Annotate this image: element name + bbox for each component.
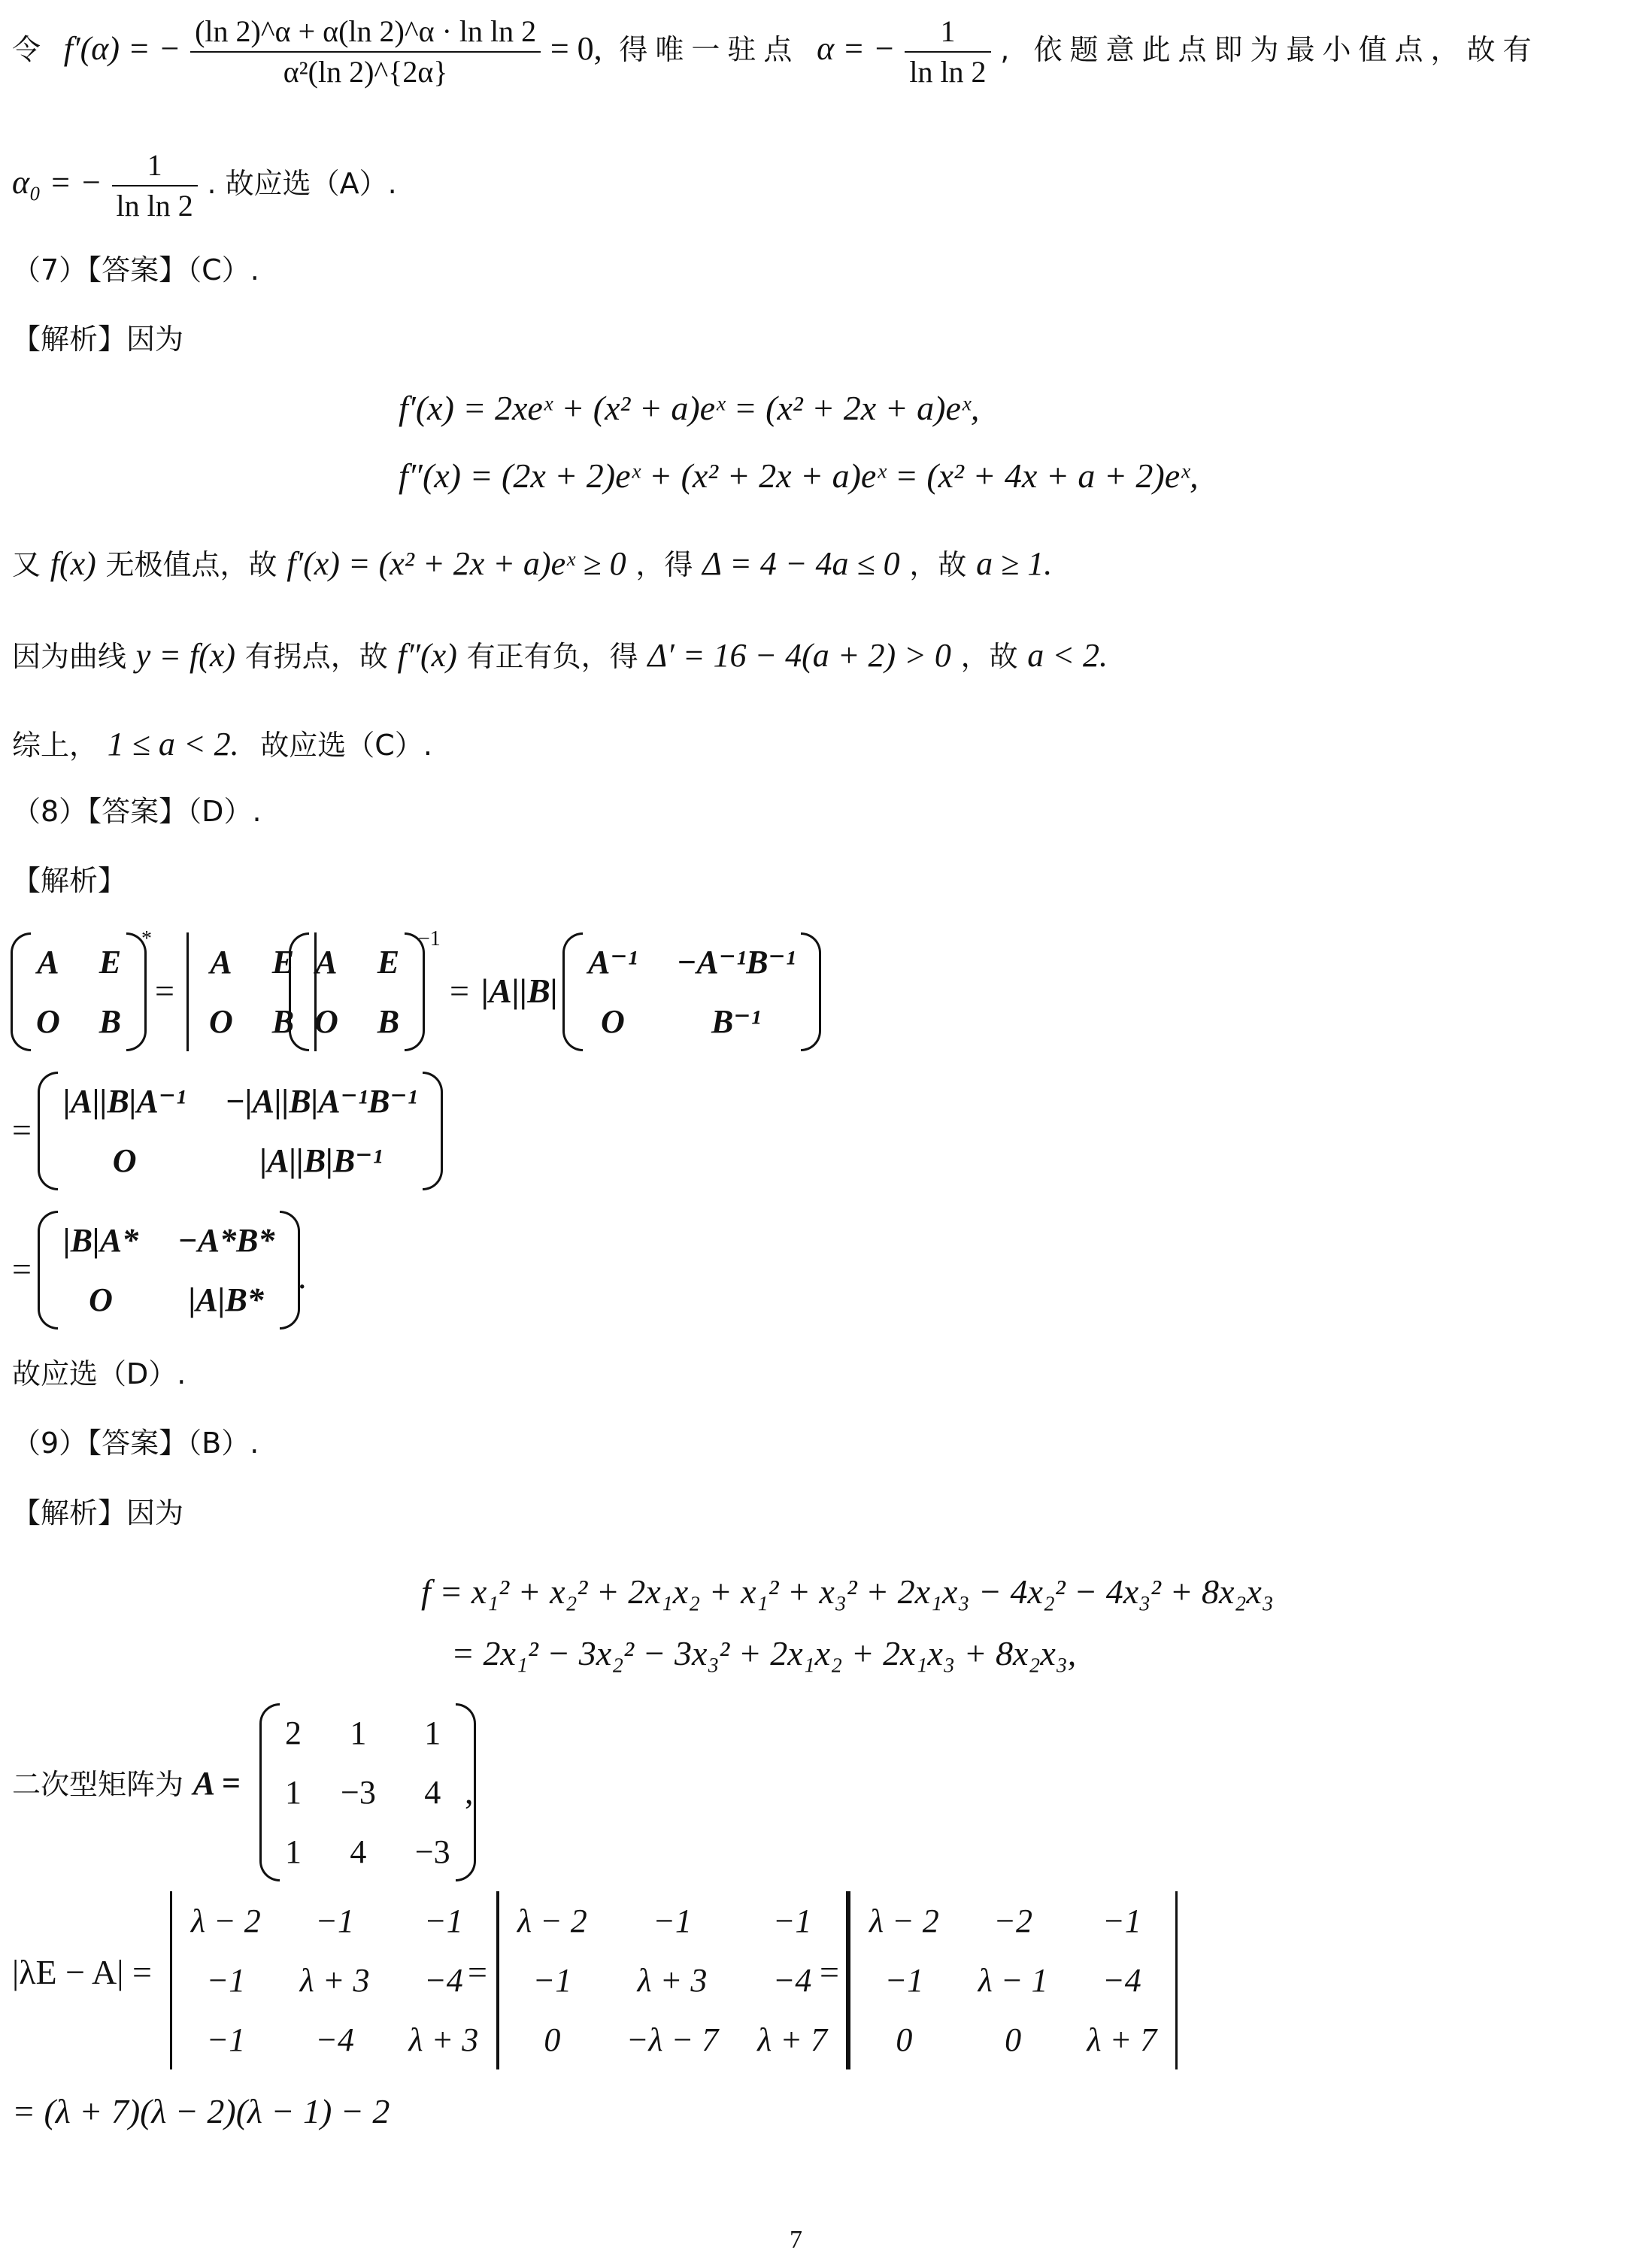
q8-analysis: 【解析】 xyxy=(12,864,127,897)
text-choose-a: . 故应选（A）. xyxy=(207,167,397,200)
q9-final: = (λ + 7)(λ − 2)(λ − 1) − 2 xyxy=(12,2092,390,2130)
q8-detAB: |A||B| xyxy=(481,972,558,1010)
q7-analysis: 【解析】因为 xyxy=(12,323,184,356)
q9-matrix-line: 二次型矩阵为 A = xyxy=(12,1765,241,1802)
math-alpha0: α₀ = − xyxy=(12,164,102,201)
q9-det-label: |λE − A| = xyxy=(12,1953,152,1991)
q8-matrix-inverse: A E O B xyxy=(289,932,425,1051)
q8-det-AEOB: A E O B xyxy=(183,932,320,1051)
q7-summary: 综上， 1 ≤ a < 2. 故应选（C）. xyxy=(12,726,432,763)
q8-m4-tail: . xyxy=(298,1257,307,1296)
q8-inv-sup: −1 xyxy=(418,927,441,951)
text-unique-point: 得唯一驻点 xyxy=(619,33,800,66)
q7-eq1: f′(x) = 2xeˣ + (x² + a)eˣ = (x² + 2x + a)eˣ, xyxy=(399,389,980,427)
line-derivative-alpha xyxy=(12,14,1539,89)
q9-det1: λ − 2 −1 −1 −1 λ + 3 −4 −1 −4 λ + 3 xyxy=(167,1891,502,2069)
math-fprime-alpha: f′(α) = − xyxy=(63,30,181,67)
fraction-numerator: (ln 2)^α + α(ln 2)^α · ln ln 2 xyxy=(190,17,541,53)
q9-analysis: 【解析】因为 xyxy=(12,1496,184,1530)
math-alpha-eq: α = − xyxy=(817,30,896,67)
line-alpha0 xyxy=(12,150,397,221)
q8-star: * xyxy=(141,927,152,951)
q9-matrix-A: 2 1 1 1 −3 4 1 4 −3 xyxy=(259,1703,476,1881)
q8-eq2: = xyxy=(450,972,469,1010)
fraction-alpha: $\frac{1}{\text{ln ln 2}}$ xyxy=(905,17,990,87)
q8-conclusion: 故应选（D）. xyxy=(12,1357,186,1390)
fraction-denominator: α²(ln 2)^{2α} xyxy=(283,55,448,89)
q8-eq1: = xyxy=(155,972,174,1010)
text-min-point: , 依题意此点即为最小值点，故有 xyxy=(1000,33,1539,66)
q8-matrix-AEOB: A E O B xyxy=(11,932,147,1051)
q9-eq2: = 2x₁² − 3x₂² − 3x₃² + 2x₁x₂ + 2x₁x₃ + 8x₂x₃, xyxy=(451,1634,1077,1672)
q9-answer: （9）【答案】（B）. xyxy=(12,1427,259,1460)
fraction-derivative xyxy=(190,14,541,89)
q7-eq2: f″(x) = (2x + 2)eˣ + (x² + 2x + a)eˣ = (x² + 4x + a + 2)eˣ, xyxy=(399,456,1199,495)
q8-matrix-m4: |B|A* −A*B* O |A|B* xyxy=(38,1211,300,1330)
page-number: 7 xyxy=(790,2226,802,2254)
q8-matrix-m3: |A||B|A⁻¹ −|A||B|A⁻¹B⁻¹ O |A||B|B⁻¹ xyxy=(38,1072,443,1190)
fraction-alpha0: $\frac{1}{\text{ln ln 2}}$ xyxy=(112,150,198,221)
q7-line-a: 又 f(x) 无极值点，故 f′(x) = (x² + 2x + a)eˣ ≥ 0 ，得 Δ = 4 − 4a ≤ 0 ，故 a ≥ 1. xyxy=(12,545,1053,582)
q9-matA-tail: , xyxy=(465,1772,474,1811)
q7-answer: （7）【答案】（C）. xyxy=(12,253,259,287)
q9-det2: λ − 2 −1 −1 −1 λ + 3 −4 0 −λ − 7 λ + 7 xyxy=(493,1891,851,2069)
q9-det-eq1: = xyxy=(468,1953,487,1991)
q9-det3: λ − 2 −2 −1 −1 λ − 1 −4 0 0 λ + 7 xyxy=(845,1891,1181,2069)
q9-eq1: f = x₁² + x₂² + 2x₁x₂ + x₁² + x₃² + 2x₁x₃ − 4x₂² − 4x₃² + 8x₂x₃ xyxy=(421,1572,1274,1611)
text-ling: 令 xyxy=(12,33,41,66)
q7-line-b: 因为曲线 y = f(x) 有拐点，故 f″(x) 有正有负，得 Δ′ = 16 − 4(a + 2) > 0 ，故 a < 2. xyxy=(12,637,1108,674)
q8-answer: （8）【答案】（D）. xyxy=(12,795,262,828)
q8-eq4: = xyxy=(12,1250,32,1288)
q8-eq3: = xyxy=(12,1111,32,1149)
q8-matrix-m2: A⁻¹ −A⁻¹B⁻¹ O B⁻¹ xyxy=(562,932,821,1051)
math-eq-zero: = 0, xyxy=(550,30,602,67)
q9-det-eq2: = xyxy=(820,1953,839,1991)
